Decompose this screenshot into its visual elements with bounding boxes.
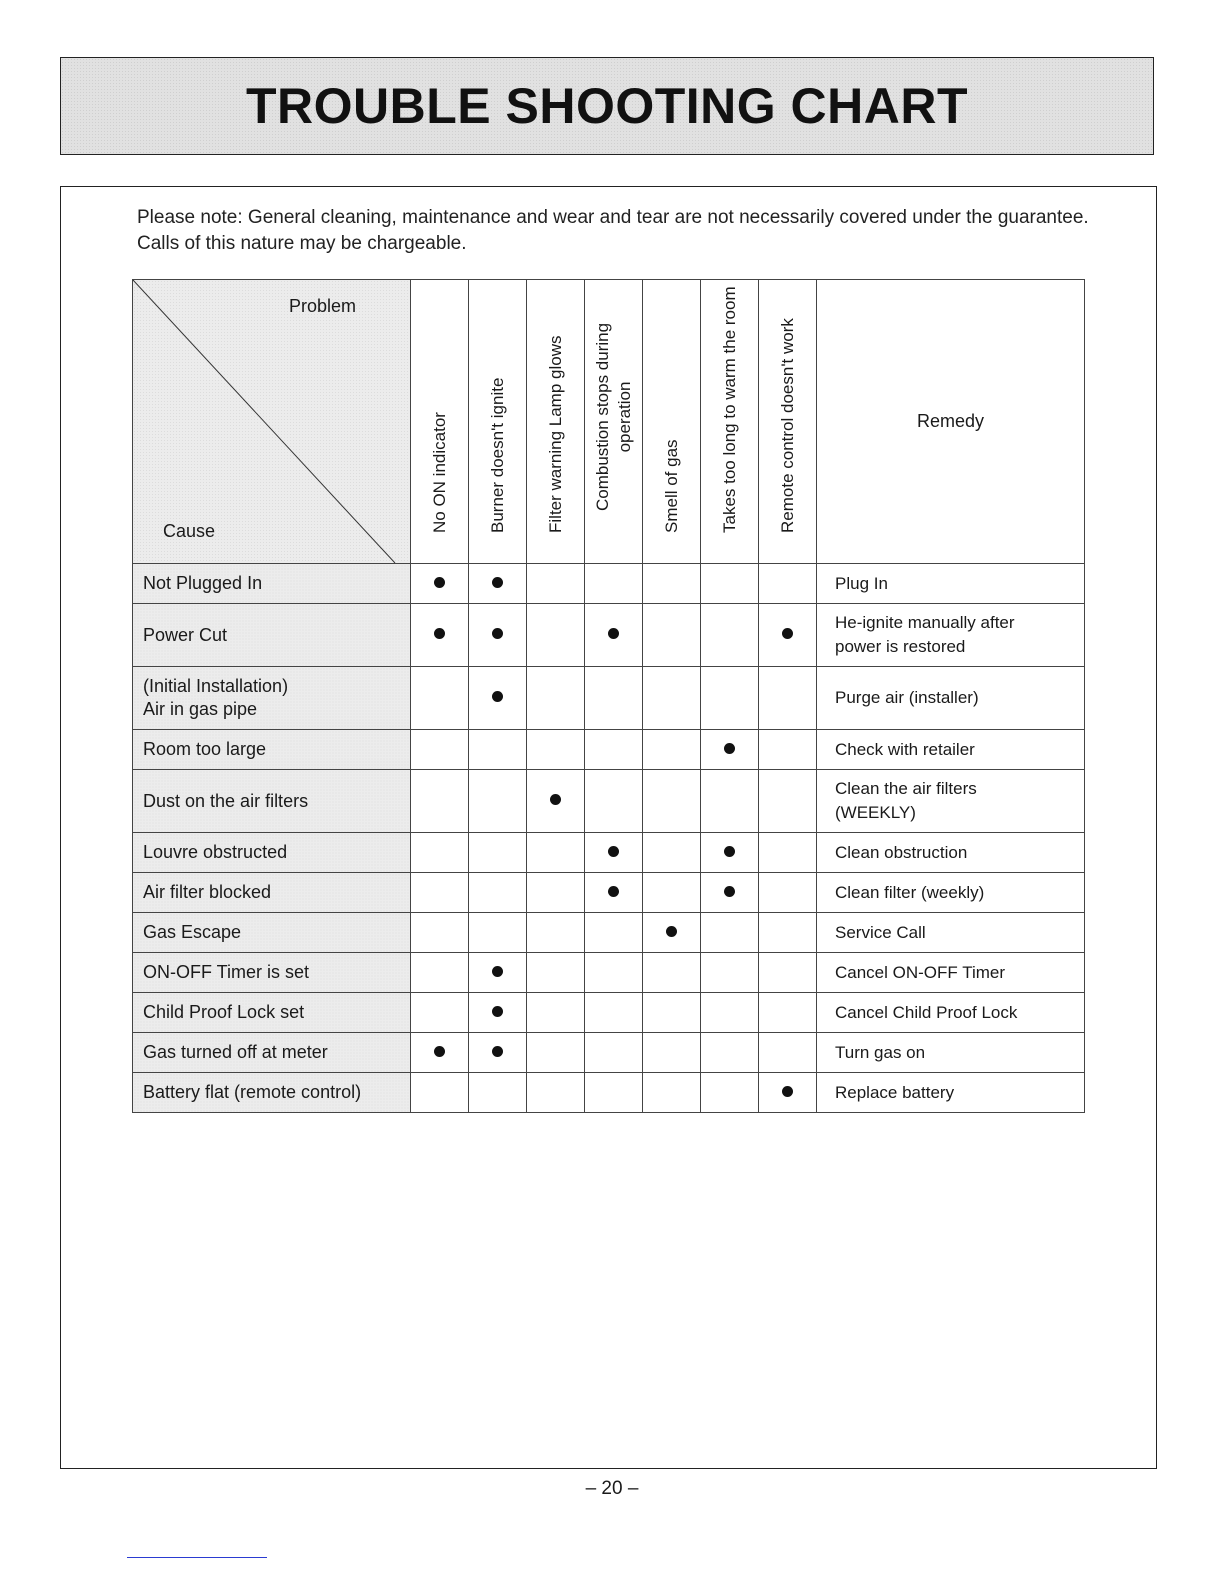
mark-cell: [701, 564, 759, 604]
footer-rule: [127, 1557, 267, 1558]
mark-cell: [469, 770, 527, 833]
mark-cell: [411, 873, 469, 913]
problem-header-text: [661, 439, 683, 533]
bullet-dot-icon: [492, 691, 503, 702]
problem-header-text: [545, 336, 567, 533]
bullet-dot-icon: [434, 577, 445, 588]
bullet-dot-icon: [492, 1006, 503, 1017]
cause-text: ON-OFF Timer is set: [143, 962, 309, 982]
remedy-text: Clean the air filters: [835, 779, 977, 798]
problem-header-line: Burner doesn't ignite: [487, 377, 507, 533]
problem-header: [469, 280, 527, 564]
cause-text: Power Cut: [143, 624, 228, 645]
problem-header-text: [487, 378, 509, 533]
mark-cell: [643, 1073, 701, 1113]
cause-cell: [133, 873, 411, 913]
bullet-dot-icon: [724, 886, 735, 897]
table-row: [133, 993, 1085, 1033]
mark-cell: [701, 873, 759, 913]
mark-cell: [759, 873, 817, 913]
mark-cell: [701, 604, 759, 667]
page-number: – 20 –: [585, 1478, 639, 1499]
table-row: [133, 1073, 1085, 1113]
remedy-cell: [817, 667, 1085, 730]
bullet-dot-icon: [492, 1046, 503, 1057]
table-row: [133, 913, 1085, 953]
table-body: [133, 564, 1085, 1113]
cause-cell: [133, 604, 411, 667]
mark-cell: [527, 1073, 585, 1113]
table-row: [133, 953, 1085, 993]
bullet-dot-icon: [492, 966, 503, 977]
mark-cell: [585, 1033, 643, 1073]
remedy-text: Cancel ON-OFF Timer: [835, 962, 1006, 982]
mark-cell: [469, 1033, 527, 1073]
mark-cell: [643, 993, 701, 1033]
remedy-text: Check with retailer: [835, 739, 975, 759]
remedy-cell: [817, 604, 1085, 667]
remedy-cell: [817, 873, 1085, 913]
mark-cell: [759, 993, 817, 1033]
mark-cell: [411, 564, 469, 604]
mark-cell: [585, 953, 643, 993]
mark-cell: [759, 604, 817, 667]
mark-cell: [643, 873, 701, 913]
mark-cell: [585, 913, 643, 953]
table-row: [133, 564, 1085, 604]
cause-text: Air filter blocked: [143, 882, 272, 902]
cause-text: Not Plugged In: [143, 573, 263, 593]
cause-text: Gas Escape: [143, 922, 242, 942]
cause-text: (Initial Installation): [143, 676, 289, 696]
cause-label: Cause: [163, 521, 216, 541]
mark-cell: [759, 667, 817, 730]
bullet-dot-icon: [782, 628, 793, 639]
mark-cell: [469, 1073, 527, 1113]
mark-cell: [469, 833, 527, 873]
mark-cell: [643, 1033, 701, 1073]
mark-cell: [527, 993, 585, 1033]
mark-cell: [759, 1033, 817, 1073]
mark-cell: [759, 953, 817, 993]
problem-header: [643, 280, 701, 564]
bullet-dot-icon: [724, 846, 735, 857]
mark-cell: [643, 564, 701, 604]
bullet-dot-icon: [492, 628, 503, 639]
cause-text: Air in gas pipe: [143, 699, 258, 719]
mark-cell: [527, 953, 585, 993]
problem-header: [701, 280, 759, 564]
problem-header-text: [592, 323, 636, 511]
mark-cell: [527, 1033, 585, 1073]
mark-cell: [527, 770, 585, 833]
cause-cell: [133, 953, 411, 993]
cause-cell: [133, 730, 411, 770]
problem-header-line: Filter warning Lamp glows: [545, 335, 565, 533]
bullet-dot-icon: [608, 628, 619, 639]
bullet-dot-icon: [608, 846, 619, 857]
mark-cell: [469, 564, 527, 604]
header-row: [133, 280, 1085, 564]
page-title: TROUBLE SHOOTING CHART: [245, 78, 969, 134]
mark-cell: [469, 667, 527, 730]
mark-cell: [411, 1073, 469, 1113]
mark-cell: [701, 730, 759, 770]
mark-cell: [585, 730, 643, 770]
remedy-text: Clean filter (weekly): [835, 882, 985, 902]
mark-cell: [527, 913, 585, 953]
mark-cell: [527, 730, 585, 770]
table-row: [133, 667, 1085, 730]
mark-cell: [643, 770, 701, 833]
mark-cell: [411, 604, 469, 667]
mark-cell: [411, 730, 469, 770]
problem-header-text: [777, 318, 799, 533]
cause-text: Room too large: [143, 739, 267, 759]
mark-cell: [411, 913, 469, 953]
mark-cell: [585, 1073, 643, 1113]
mark-cell: [469, 873, 527, 913]
problem-label: Problem: [289, 296, 357, 316]
remedy-text: Plug In: [835, 573, 888, 593]
mark-cell: [585, 564, 643, 604]
remedy-text: He-ignite manually after: [835, 613, 1015, 632]
remedy-cell: [817, 770, 1085, 833]
cause-cell: [133, 770, 411, 833]
mark-cell: [585, 604, 643, 667]
mark-cell: [469, 604, 527, 667]
guarantee-note: Please note: General cleaning, maintenance and wear and tear are not necessarily covered under the guarantee. Calls of this nature may be chargeable.: [137, 207, 1089, 254]
problem-header: [411, 280, 469, 564]
mark-cell: [585, 993, 643, 1033]
remedy-cell: [817, 730, 1085, 770]
problem-header-text: [719, 286, 741, 533]
mark-cell: [527, 564, 585, 604]
bullet-dot-icon: [550, 794, 561, 805]
cause-text: Battery flat (remote control): [143, 1082, 362, 1102]
mark-cell: [643, 953, 701, 993]
remedy-cell: [817, 833, 1085, 873]
mark-cell: [701, 1033, 759, 1073]
table-row: [133, 770, 1085, 833]
trouble-shooting-table: [132, 279, 1085, 1113]
table-row: [133, 833, 1085, 873]
mark-cell: [527, 667, 585, 730]
mark-cell: [527, 833, 585, 873]
mark-cell: [701, 770, 759, 833]
remedy-text: Replace battery: [835, 1082, 955, 1102]
bullet-dot-icon: [492, 577, 503, 588]
mark-cell: [469, 953, 527, 993]
problem-header-line: Remote control doesn't work: [777, 318, 797, 533]
mark-cell: [411, 833, 469, 873]
mark-cell: [411, 993, 469, 1033]
table-row: [133, 873, 1085, 913]
mark-cell: [701, 1073, 759, 1113]
mark-cell: [759, 564, 817, 604]
cause-cell: [133, 667, 411, 730]
problem-header: [585, 280, 643, 564]
problem-header-line: operation: [614, 381, 634, 453]
cause-cell: [133, 564, 411, 604]
mark-cell: [527, 604, 585, 667]
mark-cell: [585, 833, 643, 873]
mark-cell: [759, 730, 817, 770]
mark-cell: [411, 1033, 469, 1073]
mark-cell: [701, 913, 759, 953]
mark-cell: [411, 667, 469, 730]
mark-cell: [469, 730, 527, 770]
mark-cell: [701, 993, 759, 1033]
bullet-dot-icon: [782, 1086, 793, 1097]
bullet-dot-icon: [608, 886, 619, 897]
table-row: [133, 1033, 1085, 1073]
table-row: [133, 604, 1085, 667]
problem-header-line: Combustion stops during: [592, 322, 612, 511]
remedy-text: Purge air (installer): [835, 688, 979, 707]
remedy-cell: [817, 1073, 1085, 1113]
problem-header-line: Takes too long to warm the room: [719, 286, 739, 533]
remedy-text: Turn gas on: [835, 1042, 926, 1062]
remedy-cell: [817, 953, 1085, 993]
remedy-text: power is restored: [835, 637, 966, 656]
problem-header-line: No ON indicator: [429, 412, 449, 533]
table-row: [133, 730, 1085, 770]
cause-text: Child Proof Lock set: [143, 1002, 305, 1022]
mark-cell: [411, 770, 469, 833]
remedy-cell: [817, 913, 1085, 953]
cause-text: Gas turned off at meter: [143, 1042, 328, 1062]
mark-cell: [585, 873, 643, 913]
mark-cell: [701, 667, 759, 730]
remedy-text: Clean obstruction: [835, 842, 968, 862]
mark-cell: [643, 667, 701, 730]
bullet-dot-icon: [724, 743, 735, 754]
mark-cell: [469, 993, 527, 1033]
mark-cell: [701, 953, 759, 993]
cause-cell: [133, 1073, 411, 1113]
mark-cell: [527, 873, 585, 913]
bullet-dot-icon: [666, 926, 677, 937]
mark-cell: [643, 913, 701, 953]
cause-cell: [133, 1033, 411, 1073]
problem-header: [759, 280, 817, 564]
cause-cell: [133, 993, 411, 1033]
mark-cell: [759, 833, 817, 873]
remedy-cell: [817, 564, 1085, 604]
cause-cell: [133, 913, 411, 953]
problem-header-text: [429, 412, 451, 533]
cause-text: Dust on the air filters: [143, 790, 309, 811]
remedy-text: (WEEKLY): [835, 803, 916, 822]
cause-text: Louvre obstructed: [143, 842, 288, 862]
remedy-text: Cancel Child Proof Lock: [835, 1002, 1018, 1022]
title-banner: [60, 57, 1154, 155]
mark-cell: [643, 833, 701, 873]
remedy-cell: [817, 993, 1085, 1033]
remedy-cell: [817, 1033, 1085, 1073]
cause-cell: [133, 833, 411, 873]
mark-cell: [759, 1073, 817, 1113]
bullet-dot-icon: [434, 1046, 445, 1057]
mark-cell: [469, 913, 527, 953]
bullet-dot-icon: [434, 628, 445, 639]
remedy-header: Remedy: [817, 280, 1085, 564]
remedy-text: Service Call: [835, 922, 926, 942]
mark-cell: [759, 913, 817, 953]
mark-cell: [643, 730, 701, 770]
problem-header: [527, 280, 585, 564]
corner-cell: [133, 280, 411, 564]
mark-cell: [643, 604, 701, 667]
problem-header-line: Smell of gas: [661, 439, 681, 533]
mark-cell: [701, 833, 759, 873]
mark-cell: [585, 667, 643, 730]
mark-cell: [585, 770, 643, 833]
mark-cell: [759, 770, 817, 833]
mark-cell: [411, 953, 469, 993]
